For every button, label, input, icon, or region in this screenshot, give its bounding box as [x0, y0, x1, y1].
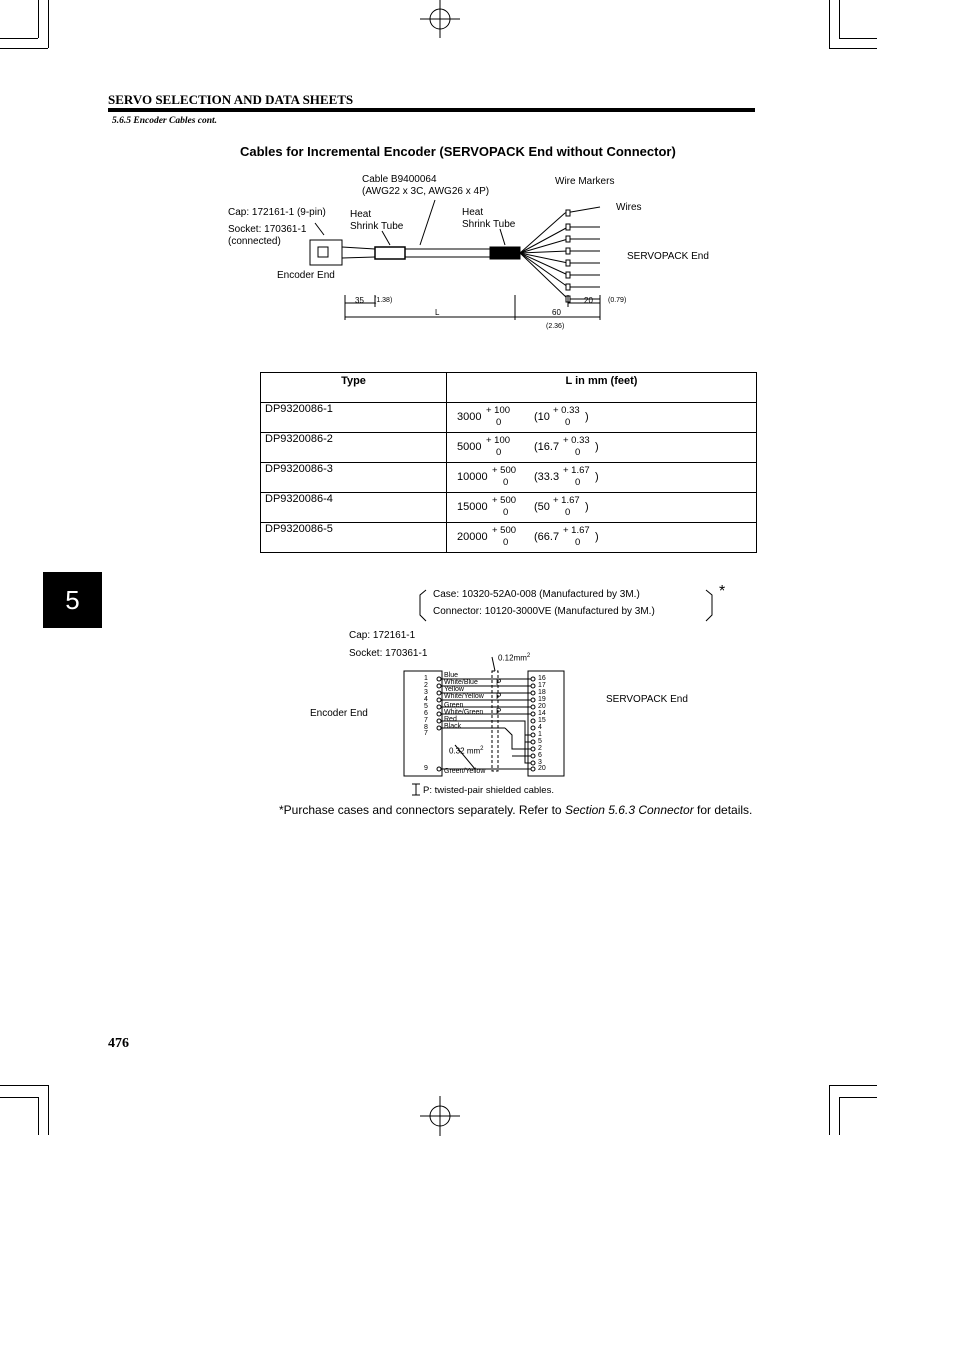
- pin-number: 2: [424, 682, 428, 689]
- subsection-title: 5.6.5 Encoder Cables cont.: [112, 116, 218, 126]
- pin-number: 5: [538, 738, 542, 745]
- figure-title: Cables for Incremental Encoder (SERVOPACK End without Connector): [240, 144, 676, 159]
- pin-number: 5: [424, 703, 428, 710]
- pin-number: 1: [424, 675, 428, 682]
- servopack-end-label: SERVOPACK End: [627, 251, 709, 262]
- wire-color: White/Blue: [444, 679, 478, 686]
- pin-number: 4: [538, 724, 542, 731]
- cable-label: Cable B9400064: [362, 174, 437, 185]
- wire-size-label: $0.12mm^2$: [498, 653, 531, 663]
- chapter-tab: 5: [43, 572, 102, 628]
- crop-mark: [0, 1085, 48, 1086]
- servopack-end-label: SERVOPACK End: [606, 694, 688, 705]
- cable-length-table: [260, 372, 757, 553]
- registration-mark-icon: [420, 0, 460, 38]
- type-cell: DP9320086-4: [261, 493, 447, 523]
- pin-number: 3: [538, 759, 542, 766]
- pin-number: 17: [538, 682, 546, 689]
- wire-color: Blue: [444, 672, 459, 679]
- crop-mark: [829, 1085, 877, 1086]
- socket-label: Socket: 170361-1: [228, 224, 307, 235]
- type-cell: DP9320086-5: [261, 523, 447, 553]
- twisted-pair-marker: P: [496, 707, 502, 716]
- crop-mark: [48, 1085, 49, 1135]
- crop-mark: [0, 1097, 38, 1098]
- pin-number: 18: [538, 689, 546, 696]
- crop-mark: [48, 0, 49, 48]
- pin-number: 16: [538, 675, 546, 682]
- wire-color: Red: [444, 716, 457, 723]
- cap-label: Cap: 172161-1: [349, 630, 416, 641]
- dimension-label: 60: [552, 308, 561, 317]
- socket-label: Socket: 170361-1: [349, 648, 428, 659]
- pin-number: 1: [538, 731, 542, 738]
- pin-number: 7: [424, 717, 428, 724]
- column-header: L in mm (feet): [447, 373, 757, 403]
- connected-label: (connected): [228, 236, 281, 247]
- type-cell: DP9320086-2: [261, 433, 447, 463]
- case-spec: Case: 10320-52A0-008 (Manufactured by 3M.): [433, 589, 640, 600]
- wire-color: Green: [444, 702, 464, 709]
- crop-mark: [829, 1085, 830, 1135]
- dimension-label: (2.36): [546, 323, 565, 330]
- pin-number: 15: [538, 717, 546, 724]
- table-row: [261, 403, 757, 433]
- crop-mark: [839, 1097, 877, 1098]
- page-number: 476: [108, 1036, 129, 1051]
- legend-text: P: twisted-pair shielded cables.: [423, 785, 554, 796]
- pin-number: 7: [424, 730, 428, 737]
- pin-number: 6: [424, 710, 428, 717]
- pin-number: 3: [424, 689, 428, 696]
- cable-drawing: [300, 195, 620, 330]
- length-cell: 3000 + 100 0 (10 + 0.33 0 ): [447, 403, 757, 433]
- wire-color: Black: [444, 723, 462, 730]
- wire-markers-label: Wire Markers: [555, 176, 615, 187]
- heat-shrink-label: Shrink Tube: [462, 219, 516, 230]
- length-cell: 10000 + 500 0 (33.3 + 1.67 0 ): [447, 463, 757, 493]
- encoder-end-label: Encoder End: [277, 270, 335, 281]
- table-header-row: [261, 373, 757, 403]
- wire-color: Green/Yellow: [444, 768, 486, 775]
- crop-mark: [839, 1097, 840, 1135]
- dimension-label: 35: [355, 296, 364, 305]
- table-row: [261, 433, 757, 463]
- dimension-label: 20: [584, 296, 593, 305]
- length-cell: 15000 + 500 0 (50 + 1.67 0 ): [447, 493, 757, 523]
- dimension-label: (0.79): [608, 297, 627, 304]
- pin-number: 6: [538, 752, 542, 759]
- twisted-pair-marker: P: [496, 692, 502, 701]
- length-cell: 20000 + 500 0 (66.7 + 1.67 0 ): [447, 523, 757, 553]
- pin-number: 4: [424, 696, 428, 703]
- pin-number: 19: [538, 696, 546, 703]
- pin-number: 20: [538, 703, 546, 710]
- header-rule: [108, 108, 755, 112]
- pin-number: 14: [538, 710, 546, 717]
- crop-mark: [0, 48, 48, 49]
- type-cell: DP9320086-3: [261, 463, 447, 493]
- heat-shrink-label: Shrink Tube: [350, 221, 404, 232]
- table-row: [261, 493, 757, 523]
- wires-label: Wires: [616, 202, 642, 213]
- dimension-label: (1.38): [374, 297, 393, 304]
- registration-mark-icon: [420, 1096, 460, 1136]
- wire-color: Yellow: [444, 686, 464, 693]
- cap-label: Cap: 172161-1 (9-pin): [228, 207, 326, 218]
- crop-mark: [0, 38, 38, 39]
- type-cell: DP9320086-1: [261, 403, 447, 433]
- dimension-label: L: [435, 308, 440, 317]
- table-row: [261, 523, 757, 553]
- crop-mark: [38, 0, 39, 38]
- heat-shrink-label: Heat: [350, 209, 372, 220]
- pin-number: 2: [538, 745, 542, 752]
- table-row: [261, 463, 757, 493]
- crop-mark: [839, 0, 840, 38]
- length-cell: 5000 + 100 0 (16.7 + 0.33 0 ): [447, 433, 757, 463]
- asterisk-mark: *: [719, 583, 726, 600]
- encoder-end-label: Encoder End: [310, 708, 368, 719]
- pin-number: 9: [424, 765, 428, 772]
- wire-color: White/Yellow: [444, 693, 484, 700]
- column-header: Type: [261, 373, 447, 403]
- connector-spec: Connector: 10120-3000VE (Manufactured by 3M.): [433, 606, 655, 617]
- wire-color: White/Green: [444, 709, 484, 716]
- cable-spec: (AWG22 x 3C, AWG26 x 4P): [362, 186, 490, 197]
- twisted-pair-marker: P: [496, 678, 502, 687]
- pin-number: 8: [424, 724, 428, 731]
- heat-shrink-label: Heat: [462, 207, 484, 218]
- section-title: SERVO SELECTION AND DATA SHEETS: [108, 92, 354, 107]
- purchase-note: *Purchase cases and connectors separately. Refer to Section 5.6.3 Connector for details.: [279, 803, 753, 817]
- crop-mark: [829, 48, 877, 49]
- twisted-pair-icon: [412, 783, 420, 796]
- wire-size-label: 0.32 $mm^2$: [449, 746, 484, 756]
- crop-mark: [829, 0, 830, 48]
- pin-number: 20: [538, 765, 546, 772]
- crop-mark: [839, 38, 877, 39]
- crop-mark: [38, 1097, 39, 1135]
